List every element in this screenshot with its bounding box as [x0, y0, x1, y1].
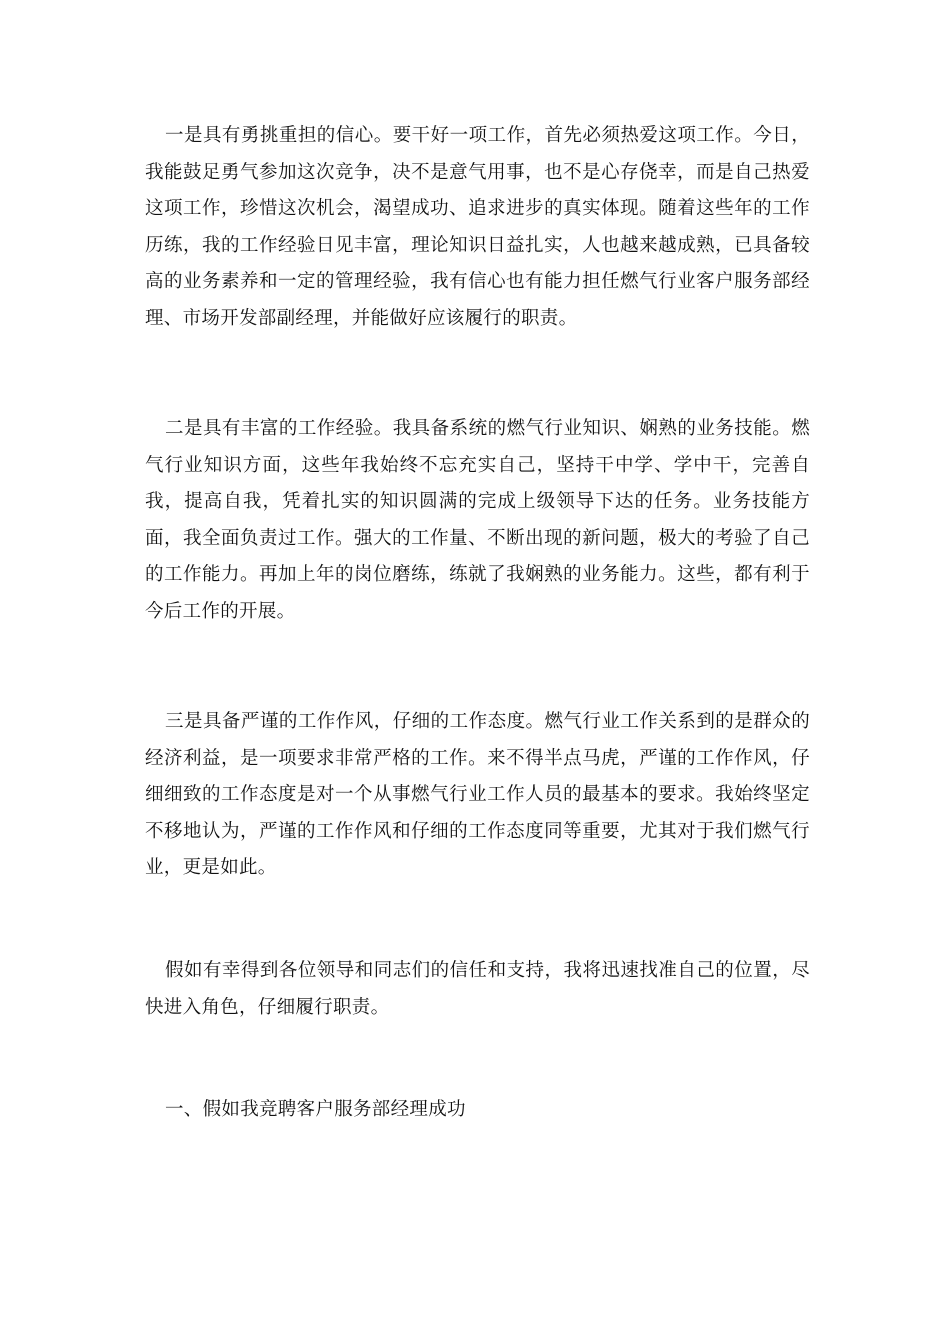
section-heading: 一、假如我竞聘客户服务部经理成功	[165, 1099, 466, 1120]
paragraph-confidence: 一是具有勇挑重担的信心。要干好一项工作，首先必须热爱这项工作。今日，我能鼓足勇气参加这次竞争，决不是意气用事，也不是心存侥幸，而是自己热爱这项工作，珍惜这次机会，渴望成功、追求进步的真实体现。随着这些年的工作历练，我的工作经验日见丰富，理论知识日益扎实，人也越来越成熟，已具备较高的业务素养和一定的管理经验，我有信心也有能力担任燃气行业客户服务部经理、市场开发部副经理，并能做好应该履行的职责。	[145, 125, 810, 329]
paragraph-work-style: 三是具备严谨的工作作风，仔细的工作态度。燃气行业工作关系到的是群众的经济利益，是一项要求非常严格的工作。来不得半点马虎，严谨的工作作风，仔细细致的工作态度是对一个从事燃气行业工作人员的最基本的要求。我始终坚定不移地认为，严谨的工作作风和仔细的工作态度同等重要，尤其对于我们燃气行业，更是如此。	[145, 711, 810, 878]
paragraph-commitment: 假如有幸得到各位领导和同志们的信任和支持，我将迅速找准自己的位置，尽快进入角色，仔细履行职责。	[145, 960, 810, 1018]
paragraph-experience: 二是具有丰富的工作经验。我具备系统的燃气行业知识、娴熟的业务技能。燃气行业知识方面，这些年我始终不忘充实自己，坚持干中学、学中干，完善自我，提高自我，凭着扎实的知识圆满的完成上级领导下达的任务。业务技能方面，我全面负责过工作。强大的工作量、不断出现的新问题，极大的考验了自己的工作能力。再加上年的岗位磨练，练就了我娴熟的业务能力。这些，都有利于今后工作的开展。	[145, 418, 810, 622]
